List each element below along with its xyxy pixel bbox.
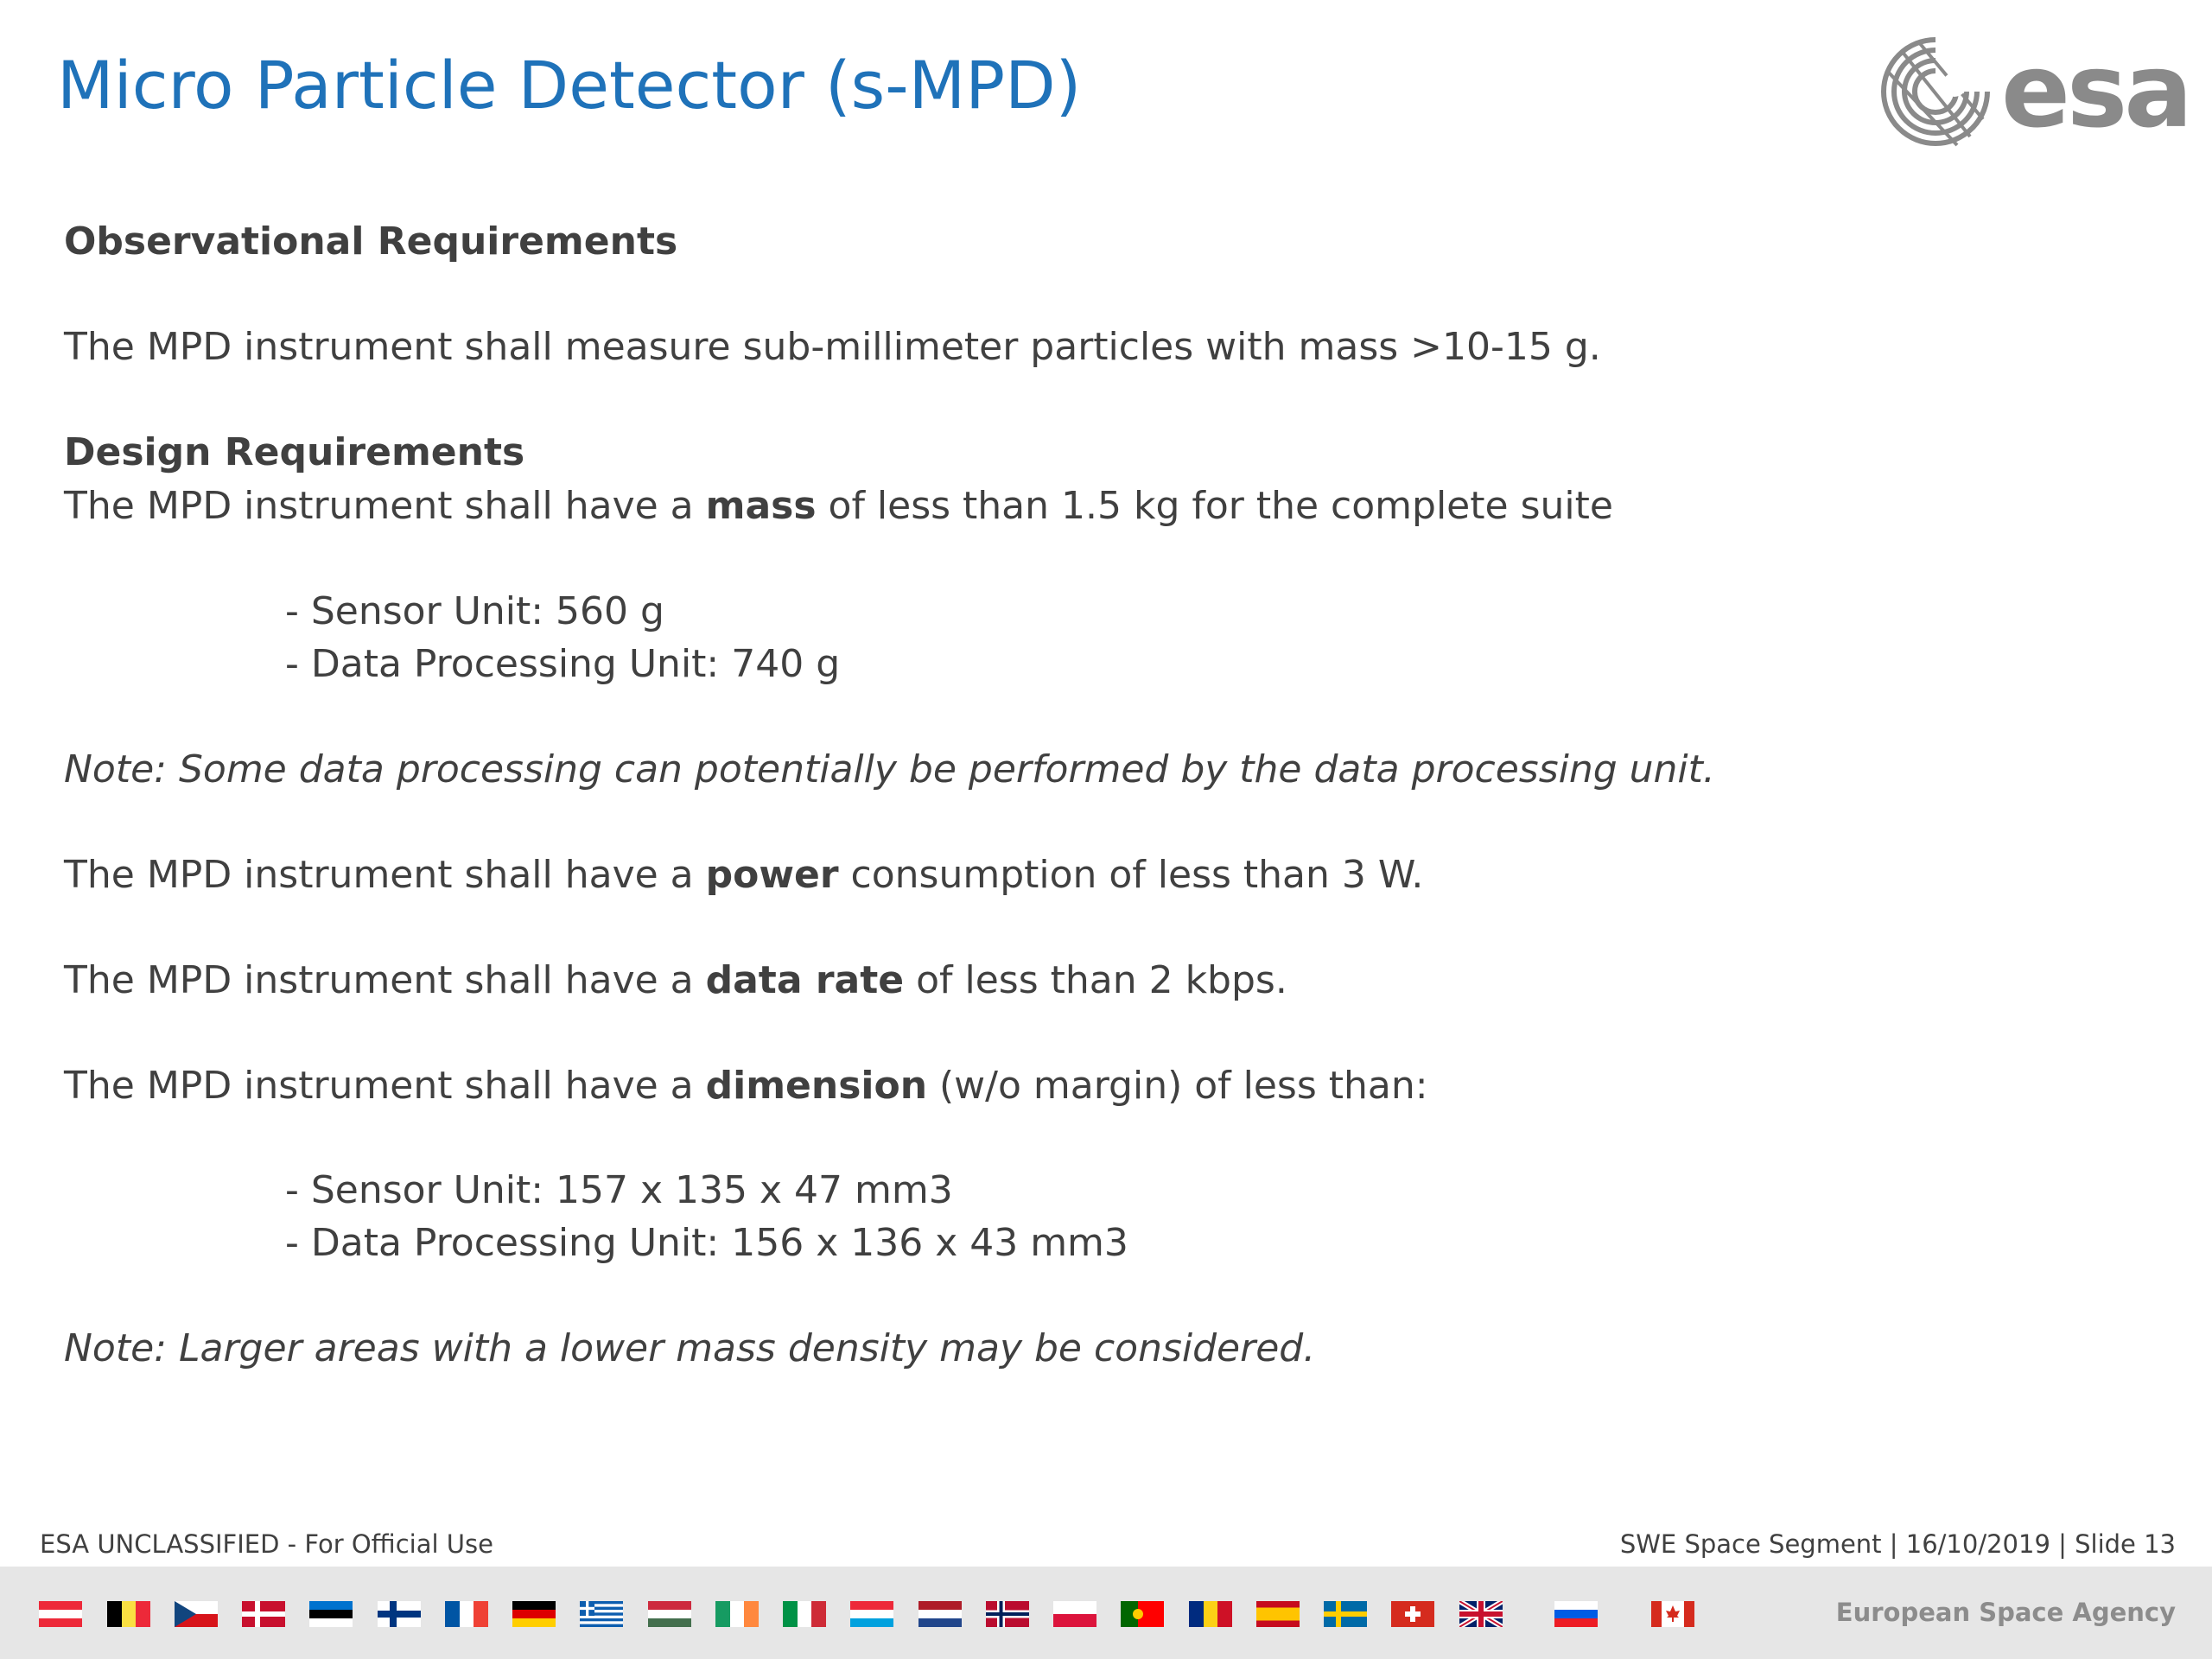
- power-text: The MPD instrument shall have a: [64, 853, 706, 897]
- observational-requirement: The MPD instrument shall measure sub-millimeter particles with mass >10-15 g.: [64, 325, 1601, 369]
- slide-title: Micro Particle Detector (s-MPD): [57, 47, 1082, 124]
- netherlands-flag-icon: [918, 1601, 962, 1627]
- dimension-item-dpu: - Data Processing Unit: 156 x 136 x 43 mm3: [285, 1221, 1128, 1265]
- mass-item-dpu: - Data Processing Unit: 740 g: [285, 642, 841, 686]
- classification-label: ESA UNCLASSIFIED - For Official Use: [40, 1529, 493, 1559]
- luxembourg-flag-icon: [850, 1601, 893, 1627]
- dim-text: The MPD instrument shall have a: [64, 1064, 706, 1108]
- data-rate-requirement: [64, 957, 1287, 1005]
- design-heading: Design Requirements: [64, 430, 525, 474]
- czech-flag-icon: [175, 1601, 218, 1627]
- note-processing: Note: Some data processing can potentially be performed by the data processing unit.: [64, 747, 1715, 791]
- ireland-flag-icon: [715, 1601, 759, 1627]
- esa-logo-text: esa: [2001, 31, 2190, 150]
- switzerland-flag-icon: [1391, 1601, 1434, 1627]
- canada-flag-icon: [1651, 1601, 1694, 1627]
- mass-requirement: [64, 482, 1613, 531]
- hungary-flag-icon: [648, 1601, 691, 1627]
- portugal-flag-icon: [1121, 1601, 1164, 1627]
- esa-logo: [1875, 31, 2190, 150]
- france-flag-icon: [445, 1601, 488, 1627]
- slide-meta: SWE Space Segment | 16/10/2019 | Slide 13: [1619, 1529, 2176, 1559]
- sweden-flag-icon: [1324, 1601, 1367, 1627]
- rate-keyword: data rate: [705, 958, 905, 1002]
- estonia-flag-icon: [309, 1601, 353, 1627]
- observational-heading: Observational Requirements: [64, 219, 678, 264]
- power-keyword: power: [705, 853, 839, 897]
- norway-flag-icon: [986, 1601, 1029, 1627]
- note-mass-density: Note: Larger areas with a lower mass density may be considered.: [64, 1326, 1316, 1370]
- poland-flag-icon: [1053, 1601, 1096, 1627]
- greece-flag-icon: [580, 1601, 623, 1627]
- spain-flag-icon: [1256, 1601, 1300, 1627]
- agency-name: European Space Agency: [1835, 1598, 2176, 1627]
- romania-flag-icon: [1189, 1601, 1232, 1627]
- power-text-end: consumption of less than 3 W.: [838, 853, 1424, 897]
- dimension-item-sensor: - Sensor Unit: 157 x 135 x 47 mm3: [285, 1168, 953, 1212]
- belgium-flag-icon: [107, 1601, 150, 1627]
- germany-flag-icon: [512, 1601, 556, 1627]
- dim-text-end: (w/o margin) of less than:: [927, 1064, 1428, 1108]
- austria-flag-icon: [39, 1601, 82, 1627]
- finland-flag-icon: [378, 1601, 421, 1627]
- esa-globe-icon: [1875, 33, 1996, 149]
- uk-flag-icon: [1459, 1601, 1503, 1627]
- slovenia-flag-icon: [1554, 1601, 1598, 1627]
- italy-flag-icon: [783, 1601, 826, 1627]
- mass-text: The MPD instrument shall have a: [64, 484, 706, 528]
- dimension-keyword: dimension: [705, 1064, 928, 1108]
- dimension-requirement: [64, 1062, 1428, 1110]
- rate-text-end: of less than 2 kbps.: [904, 958, 1287, 1002]
- mass-text-end: of less than 1.5 kg for the complete suite: [816, 484, 1613, 528]
- mass-item-sensor: - Sensor Unit: 560 g: [285, 589, 664, 633]
- denmark-flag-icon: [242, 1601, 285, 1627]
- power-requirement: [64, 851, 1423, 899]
- mass-keyword: mass: [705, 484, 817, 528]
- rate-text: The MPD instrument shall have a: [64, 958, 706, 1002]
